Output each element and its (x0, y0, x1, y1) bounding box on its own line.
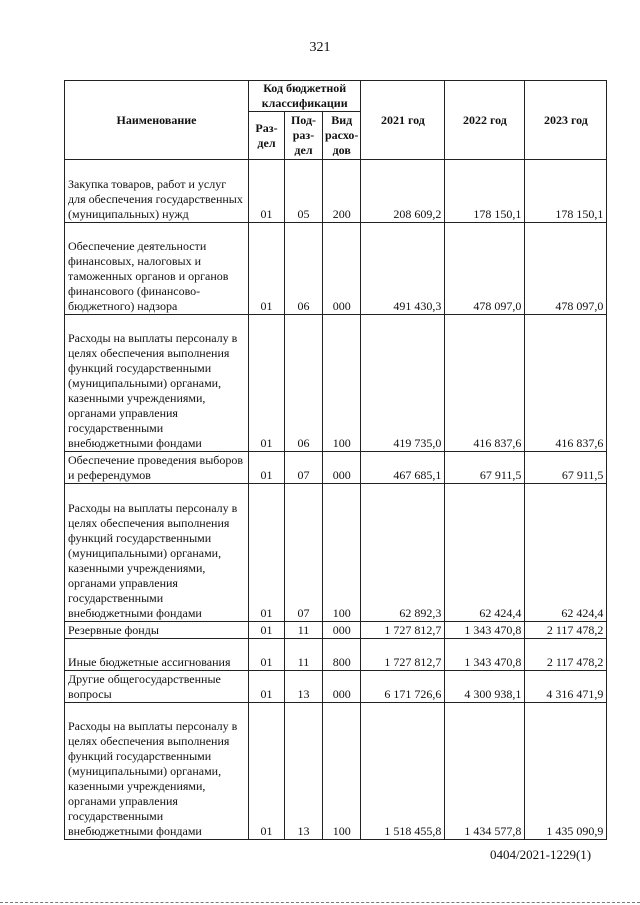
header-subsection: Под- раз- дел (285, 112, 323, 160)
row-2023: 416 837,6 (525, 315, 607, 452)
row-2023: 178 150,1 (525, 160, 607, 223)
row-expense-type: 000 (323, 223, 361, 315)
row-2021: 419 735,0 (361, 315, 445, 452)
document-code: 0404/2021-1229(1) (490, 847, 592, 862)
table-row (65, 223, 607, 315)
row-name: Иные бюджетные ассигнования (65, 639, 249, 671)
row-2022: 178 150,1 (445, 160, 525, 223)
row-2022: 1 343 470,8 (445, 622, 525, 639)
header-code-group: Код бюджетной классификации (249, 81, 361, 112)
row-expense-type: 000 (323, 671, 361, 703)
row-2023: 1 435 090,9 (525, 703, 607, 840)
row-subsection: 11 (285, 639, 323, 671)
page-number: 321 (309, 40, 331, 55)
row-subsection: 07 (285, 452, 323, 484)
header-2022: 2022 год (445, 81, 525, 160)
row-2022: 1 434 577,8 (445, 703, 525, 840)
row-2023: 2 117 478,2 (525, 639, 607, 671)
row-section: 01 (249, 223, 285, 315)
row-2023: 4 316 471,9 (525, 671, 607, 703)
row-name: Расходы на выплаты персоналу в целях обеспечения выполнения функций государственными (муниципальными) органами, казенными учреждениями, органами управления государственными внебюджетными фондами (65, 484, 249, 622)
table-row (65, 160, 607, 223)
row-2022: 478 097,0 (445, 223, 525, 315)
row-section: 01 (249, 671, 285, 703)
header-expense-type: Вид расхо- дов (323, 112, 361, 160)
row-subsection: 13 (285, 703, 323, 840)
row-2022: 67 911,5 (445, 452, 525, 484)
row-section: 01 (249, 484, 285, 622)
row-2022: 416 837,6 (445, 315, 525, 452)
row-name: Закупка товаров, работ и услуг для обеспечения государственных (муниципальных) нужд (65, 160, 249, 223)
row-expense-type: 100 (323, 484, 361, 622)
row-2021: 1 727 812,7 (361, 622, 445, 639)
row-name: Расходы на выплаты персоналу в целях обеспечения выполнения функций государственными (муниципальными) органами, казенными учреждениями, органами управления государственными внебюджетными фондами (65, 703, 249, 840)
row-section: 01 (249, 622, 285, 639)
header-section: Раз- дел (249, 112, 285, 160)
row-2021: 62 892,3 (361, 484, 445, 622)
row-name: Обеспечение деятельности финансовых, налоговых и таможенных органов и органов финансового (финансово-бюджетного) надзора (65, 223, 249, 315)
row-2021: 491 430,3 (361, 223, 445, 315)
row-2023: 2 117 478,2 (525, 622, 607, 639)
row-expense-type: 000 (323, 452, 361, 484)
budget-table (64, 80, 607, 840)
table-row (65, 639, 607, 671)
row-name: Расходы на выплаты персоналу в целях обеспечения выполнения функций государственными (муниципальными) органами, казенными учреждениями, органами управления государственными внебюджетными фондами (65, 315, 249, 452)
row-name: Резервные фонды (65, 622, 249, 639)
row-subsection: 06 (285, 315, 323, 452)
scan-edge-divider (0, 902, 640, 904)
row-2023: 478 097,0 (525, 223, 607, 315)
row-2021: 208 609,2 (361, 160, 445, 223)
row-expense-type: 200 (323, 160, 361, 223)
row-2022: 62 424,4 (445, 484, 525, 622)
row-section: 01 (249, 639, 285, 671)
row-2022: 1 343 470,8 (445, 639, 525, 671)
row-subsection: 07 (285, 484, 323, 622)
table-row (65, 703, 607, 840)
row-expense-type: 000 (323, 622, 361, 639)
row-name: Обеспечение проведения выборов и референдумов (65, 452, 249, 484)
row-expense-type: 800 (323, 639, 361, 671)
row-section: 01 (249, 315, 285, 452)
row-2021: 6 171 726,6 (361, 671, 445, 703)
header-name: Наименование (65, 81, 249, 160)
row-name: Другие общегосударственные вопросы (65, 671, 249, 703)
row-expense-type: 100 (323, 315, 361, 452)
row-2021: 1 727 812,7 (361, 639, 445, 671)
table-header (65, 81, 607, 160)
header-2023: 2023 год (525, 81, 607, 160)
header-2021: 2021 год (361, 81, 445, 160)
row-section: 01 (249, 160, 285, 223)
row-2021: 467 685,1 (361, 452, 445, 484)
table-row (65, 671, 607, 703)
row-section: 01 (249, 452, 285, 484)
row-2023: 67 911,5 (525, 452, 607, 484)
row-subsection: 11 (285, 622, 323, 639)
row-2021: 1 518 455,8 (361, 703, 445, 840)
row-subsection: 05 (285, 160, 323, 223)
table-row (65, 315, 607, 452)
row-subsection: 06 (285, 223, 323, 315)
table-row (65, 484, 607, 622)
row-2022: 4 300 938,1 (445, 671, 525, 703)
row-subsection: 13 (285, 671, 323, 703)
row-2023: 62 424,4 (525, 484, 607, 622)
row-section: 01 (249, 703, 285, 840)
row-expense-type: 100 (323, 703, 361, 840)
table-body (65, 160, 607, 840)
table-row (65, 622, 607, 639)
table-row (65, 452, 607, 484)
